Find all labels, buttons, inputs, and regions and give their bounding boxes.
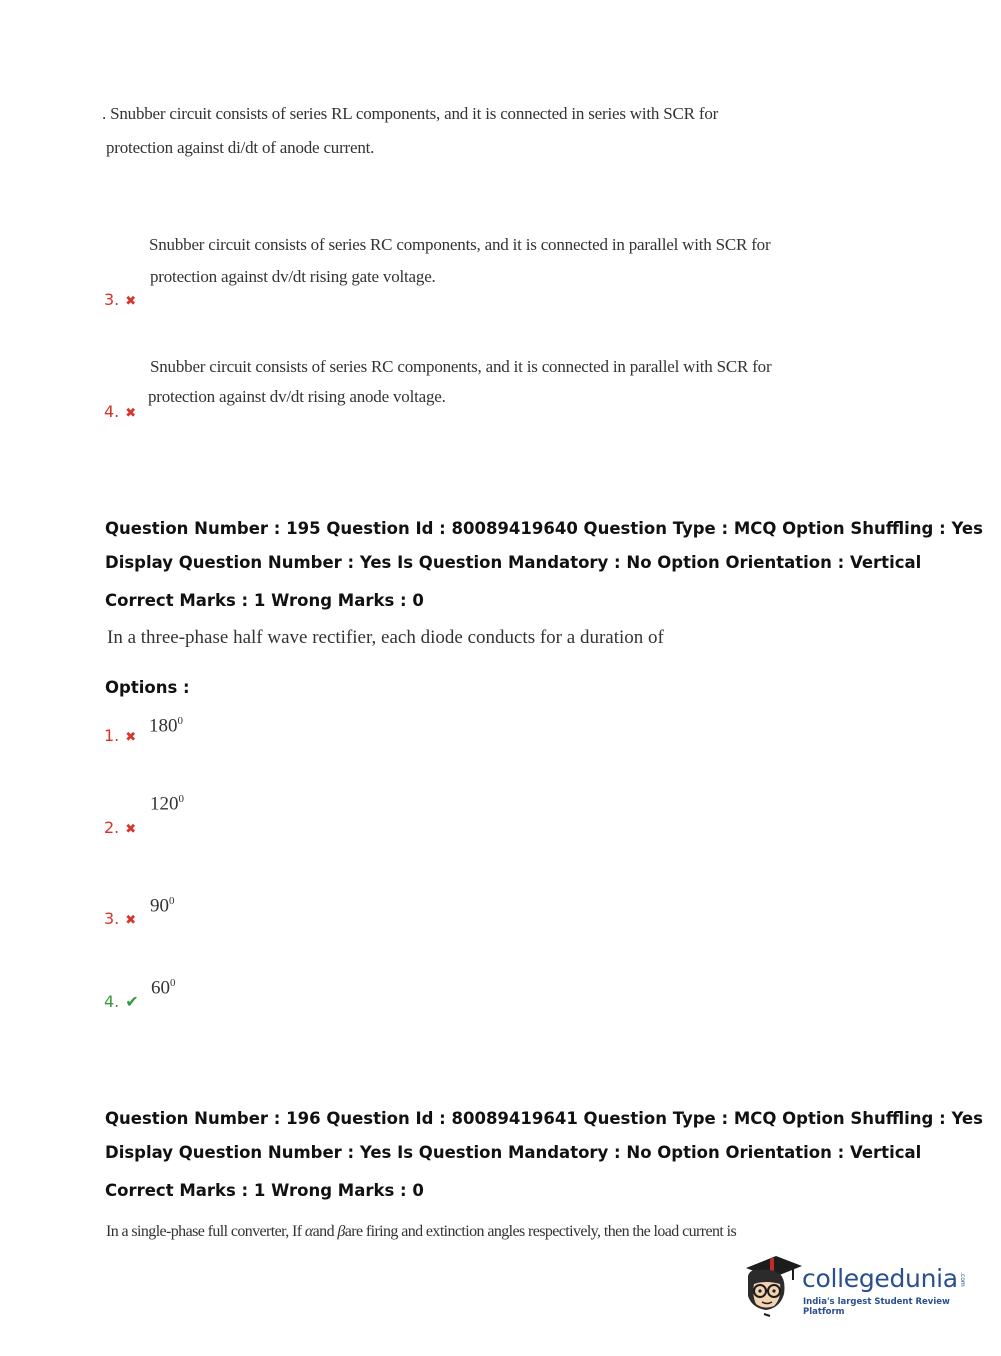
option-number: 1.	[104, 726, 120, 745]
prev-option4-marker	[104, 402, 136, 421]
wrong-icon: ✖	[125, 730, 137, 745]
q196-meta-line3: Correct Marks : 1 Wrong Marks : 0	[105, 1181, 424, 1200]
logo-suffix: .com	[959, 1272, 966, 1287]
logo-name: collegedunia	[802, 1264, 958, 1293]
wrong-icon: ✖	[125, 822, 137, 837]
q195-option3-value	[150, 895, 175, 917]
prev-option2-line2: protection against di/dt of anode current.	[106, 138, 375, 157]
option-value: 90	[150, 895, 169, 917]
option-number: 4.	[104, 402, 120, 421]
wrong-icon: ✖	[125, 913, 137, 928]
mascot-icon	[740, 1250, 802, 1320]
option-number: 2.	[104, 818, 120, 837]
wrong-icon: ✖	[125, 406, 137, 421]
option-degree: 0	[170, 977, 176, 989]
q195-option1-marker	[104, 726, 136, 745]
question-text: and	[312, 1223, 338, 1240]
question-text: In a single-phase full converter, If	[106, 1223, 305, 1240]
option-number: 4.	[104, 992, 120, 1011]
option-degree: 0	[169, 895, 175, 907]
option-value: 120	[150, 793, 179, 815]
option-degree: 0	[178, 793, 184, 805]
option-number: 3.	[104, 909, 120, 928]
q195-option2-marker	[104, 818, 136, 837]
alpha-symbol: α	[304, 1223, 313, 1240]
check-icon: ✔	[125, 992, 139, 1011]
option-value: 60	[151, 977, 170, 999]
q195-option4-marker	[104, 992, 139, 1011]
wrong-icon: ✖	[125, 294, 137, 309]
q195-option2-value	[150, 793, 184, 815]
prev-option3-line1: Snubber circuit consists of series RC components, and it is connected in parallel with SCR for	[149, 235, 771, 254]
q196-question	[106, 1223, 736, 1241]
q195-option4-value	[151, 977, 176, 999]
q195-meta-line3: Correct Marks : 1 Wrong Marks : 0	[105, 591, 424, 610]
prev-option2-line1: . Snubber circuit consists of series RL components, and it is connected in series with SCR for	[102, 104, 719, 123]
beta-symbol: β	[337, 1223, 345, 1240]
q196-meta-line1: Question Number : 196 Question Id : 80089419641 Question Type : MCQ Option Shuffling : Yes	[105, 1109, 983, 1128]
collegedunia-logo	[740, 1250, 975, 1320]
q195-meta-line1: Question Number : 195 Question Id : 80089419640 Question Type : MCQ Option Shuffling : Yes	[105, 519, 983, 538]
option-number: 3.	[104, 290, 120, 309]
prev-option3-marker	[104, 290, 136, 309]
q196-meta-line2: Display Question Number : Yes Is Question Mandatory : No Option Orientation : Vertical	[105, 1143, 922, 1162]
prev-option4-line2: protection against dv/dt rising anode voltage.	[148, 387, 446, 406]
q195-meta-line2: Display Question Number : Yes Is Question Mandatory : No Option Orientation : Vertical	[105, 553, 922, 572]
q195-question: In a three-phase half wave rectifier, each diode conducts for a duration of	[107, 627, 664, 648]
q195-option1-value	[149, 715, 183, 737]
question-text: are firing and extinction angles respectively, then the load current is	[344, 1223, 737, 1240]
logo-tagline: India's largest Student Review Platform	[803, 1297, 950, 1317]
prev-option3-line2: protection against dv/dt rising gate voltage.	[150, 267, 436, 286]
option-value: 180	[149, 715, 178, 737]
q195-options-label: Options :	[105, 678, 190, 697]
prev-option4-line1: Snubber circuit consists of series RC components, and it is connected in parallel with SCR for	[150, 357, 772, 376]
option-degree: 0	[177, 715, 183, 727]
q195-option3-marker	[104, 909, 136, 928]
